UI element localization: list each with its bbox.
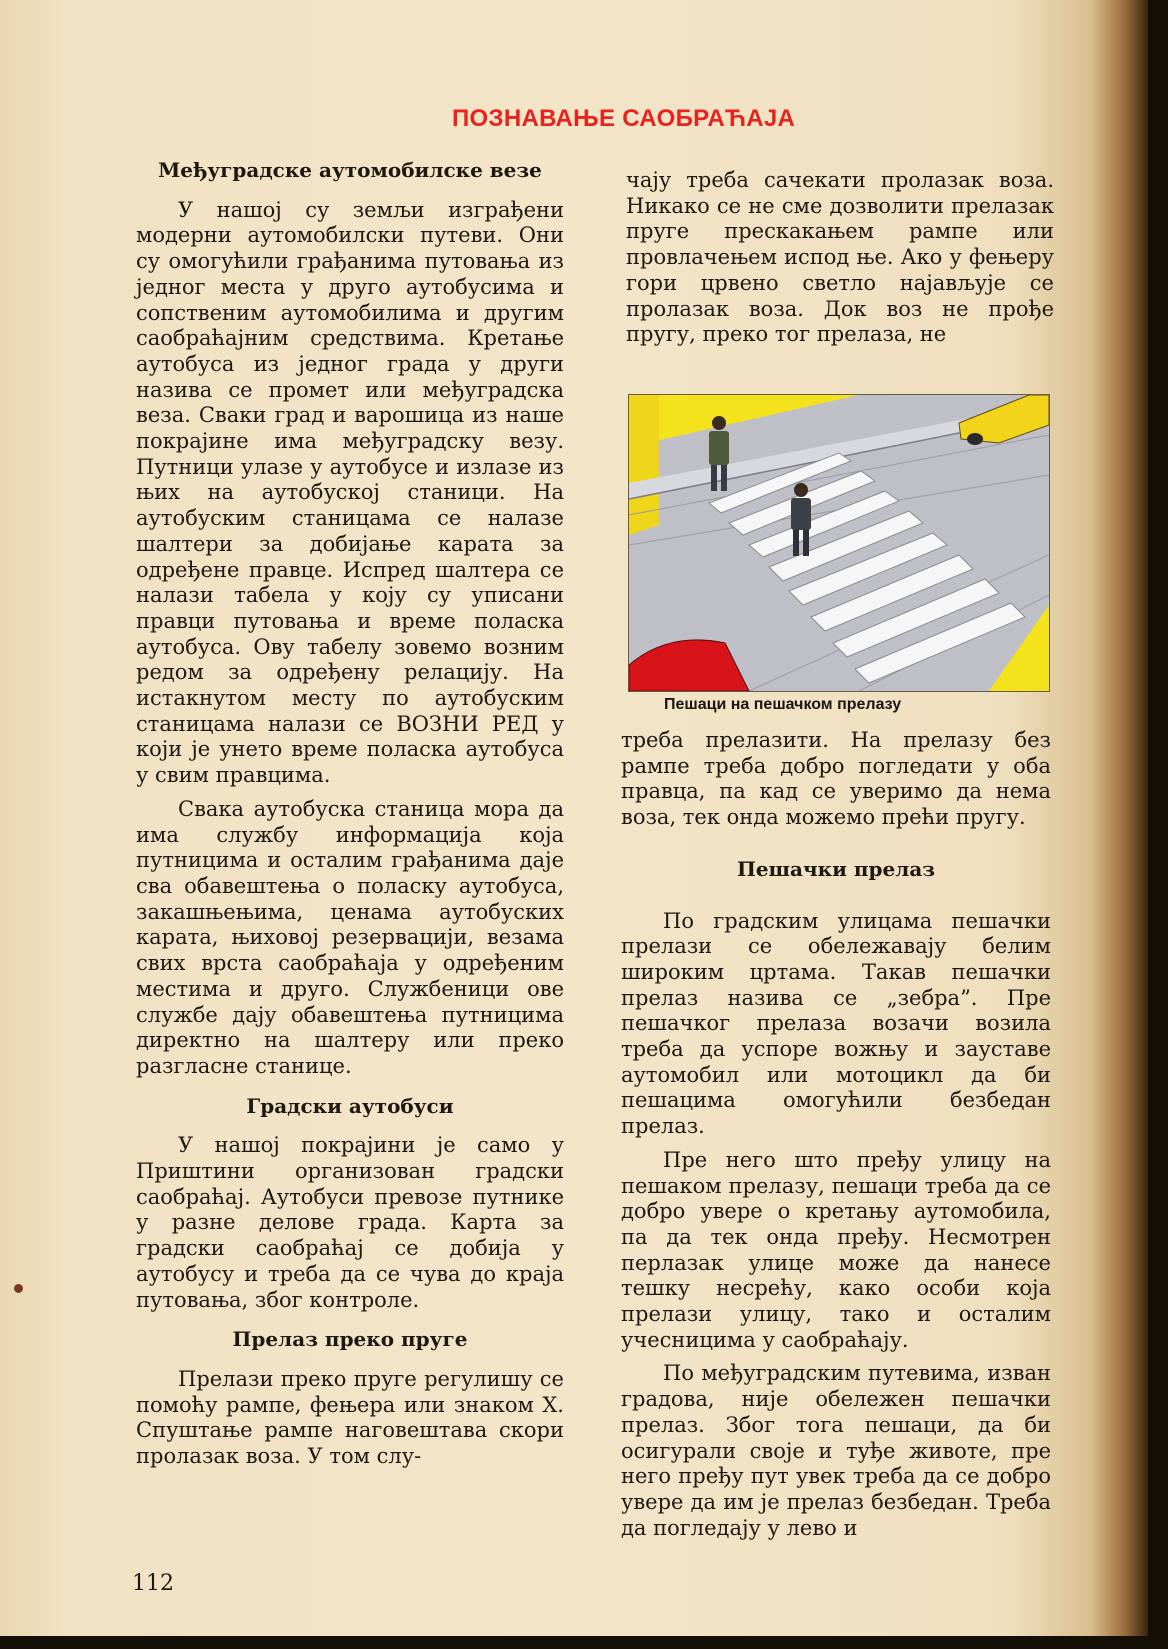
paragraph-intercity-2: Свака аутобуска станица мора да има службу информација која путницима и осталим грађанима даје сва обавештења о поласку аутобуса, закашњењима, ценама аутобуских карата, њиховој резервацији, везама свих врста саобраћаја у одређеним местима и друго. Службеници ове службе дају обавештења путницима директно на шалтеру или преко разгласне станице. — [136, 796, 564, 1078]
right-column-top — [626, 168, 1054, 356]
page-header-title: ПОЗНАВАЊЕ САОБРАЋАЈА — [452, 105, 796, 132]
margin-mark — [14, 1284, 23, 1293]
section-title-intercity: Међуградске аутомобилске везе — [158, 158, 542, 182]
paragraph-city-buses: У нашој покрајини је само у Приштини организован градски саобраћај. Аутобуси превозе путнике у разне делове града. Карта за градски саобраћај се добија у аутобусу и треба да се чува до краја путовања, због контроле. — [136, 1133, 564, 1312]
paragraph-pedestrian-1: По градским улицама пешачки прелази се обележавају белим широким цртама. Такав пешачки прелаз назива се „зебра”. Пре пешачког прелаза возачи возила треба да успоре вожњу и зауставе аутомобил или мотоцикл да би пешацима омогућили безбедан прелаз. — [621, 908, 1051, 1139]
paragraph-pedestrian-3: По међуградским путевима, изван градова, није обележен пешачки прелаз. Због тога пешаци, да би осигурали своје и туђе животе, пре него пређу пут увек треба да се добро увере да им је прелаз безбедан. Треба да погледају у лево и — [621, 1361, 1051, 1540]
section-title-pedestrian-crossing: Пешачки прелаз — [736, 856, 936, 881]
paragraph-intercity-1: У нашој су земљи изграђени модерни аутомобилски путеви. Они су омогућили грађанима путовања из једног места у друго аутобусима и сопственим аутомобилима и другим саобраћајним средствима. Кретање аутобуса из једног града у други назива се промет или међуградска веза. Сваки град и варошица из наше покрајине има међуградску везу. Путници улазе у аутобусе и излазе из њих на аутобуској станици. На аутобуским станицама се налазе шалтери за добијање карата за одређене правце. Испред шалтера се налази табела у коју су уписани правци путовања и време поласка аутобуса. Ову табелу зовемо возним редом за одређену релацију. На истакнутом месту по аутобуским станицама налази се ВОЗНИ РЕД у који је унето време поласка аутобуса у свим правцима. — [136, 197, 564, 788]
crosswalk-illustration — [628, 394, 1050, 692]
left-column — [136, 158, 564, 1478]
paragraph-railway-continued: чају треба сачекати пролазак воза. Никако се не сме дозволити прелазак пруге прескакањем рампе или провлачењем испод ње. Ако у фењеру гори црвено светло најављује се пролазак воза. Док воз не прође пругу, преко тог прелаза, не — [626, 168, 1054, 347]
paragraph-pedestrian-2: Пре него што пређу улицу на пешаком прелазу, пешаци треба да се добро увере о кретању аутомобила, па да тек онда пређу. Несмотрен перлазак улице може да нанесе тешку несрећу, како особи која прелази улицу, тако и осталим учесницима у саобраћају. — [621, 1147, 1051, 1352]
section-title-city-buses: Градски аутобуси — [246, 1093, 454, 1118]
page-number: 112 — [132, 1571, 174, 1596]
figure-caption: Пешаци на пешачком прелазу — [664, 696, 902, 713]
section-title-railway-crossing: Прелаз преко пруге — [232, 1327, 468, 1352]
paragraph-crossing-end: треба прелазити. На прелазу без рампе треба добро погледати у оба правца, па кад се уверимо да нема воза, тек онда можемо прећи пругу. — [621, 728, 1051, 830]
right-column-bottom — [621, 728, 1051, 1549]
paragraph-railway-crossing: Прелази преко пруге регулишу се помоћу рампе, фењера или знаком X. Спуштање рампе наговештава скори пролазак воза. У том слу- — [136, 1366, 564, 1469]
